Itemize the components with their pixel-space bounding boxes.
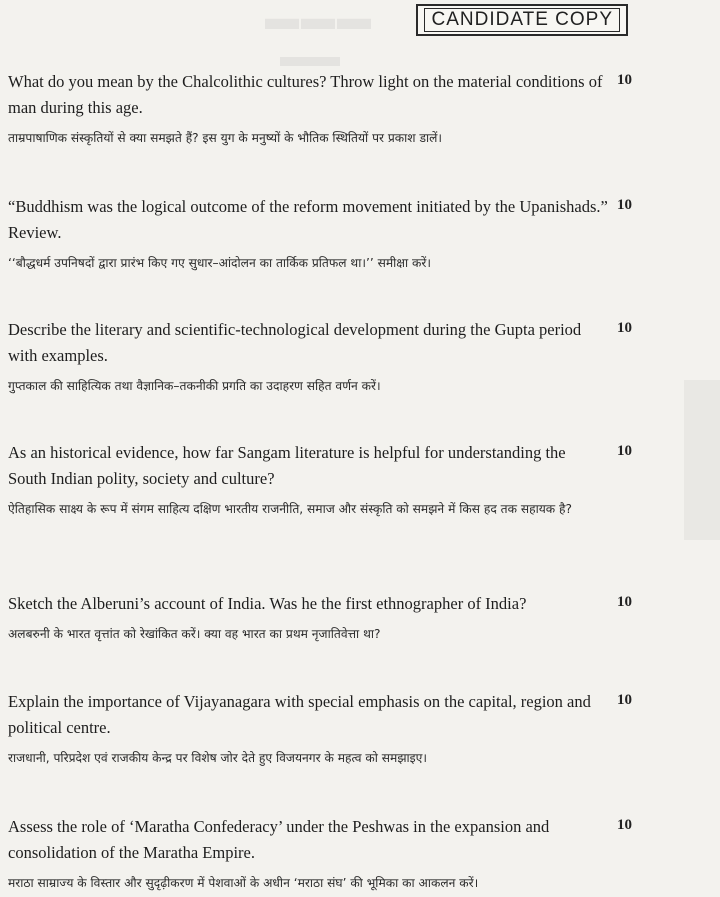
candidate-copy-stamp <box>416 4 628 36</box>
question-3-hindi: गुप्तकाल की साहित्यिक तथा वैज्ञानिक–तकनीकी प्रगति का उदाहरण सहित वर्णन करें। <box>8 379 381 393</box>
question-6-marks: 10 <box>617 692 632 708</box>
question-7-english: Assess the role of ‘Maratha Confederacy’ under the Peshwas in the expansion and consolidation of the Maratha Empire. <box>8 817 550 862</box>
question-5-hindi: अलबरुनी के भारत वृत्तांत को रेखांकित करें। क्या वह भारत का प्रथम नृजातिवेत्ता था? <box>8 627 381 641</box>
question-7-marks: 10 <box>617 817 632 833</box>
question-2-english: “Buddhism was the logical outcome of the reform movement initiated by the Upanishads.” Review. <box>8 197 608 242</box>
question-2-marks: 10 <box>617 197 632 213</box>
question-4-english: As an historical evidence, how far Sangam literature is helpful for understanding the South Indian polity, society and culture? <box>8 443 566 488</box>
question-7 <box>8 814 608 894</box>
question-7-hindi: मराठा साम्राज्य के विस्तार और सुदृढ़ीकरण में पेशवाओं के अधीन ‘मराठा संघ’ की भूमिका का आकलन करें। <box>8 876 479 890</box>
show-through-text: ▬▬ <box>280 40 340 73</box>
question-2-hindi: ‘‘बौद्धधर्म उपनिषदों द्वारा प्रारंभ किए गए सुधार–आंदोलन का तार्किक प्रतिफल था।’’ समीक्षा करें। <box>8 256 432 270</box>
question-5-english: Sketch the Alberuni’s account of India. Was he the first ethnographer of India? <box>8 594 527 613</box>
question-6-hindi: राजधानी, परिप्रदेश एवं राजकीय केन्द्र पर विशेष जोर देते हुए विजयनगर के महत्व को समझाइए। <box>8 751 428 765</box>
question-3 <box>8 317 608 397</box>
question-6-english: Explain the importance of Vijayanagara with special emphasis on the capital, region and political centre. <box>8 692 591 737</box>
show-through-text: ▬▬▬ <box>265 0 373 37</box>
question-4 <box>8 440 608 520</box>
question-4-hindi: ऐतिहासिक साक्ष्य के रूप में संगम साहित्य दक्षिण भारतीय राजनीति, समाज और संस्कृति को समझने में किस हद तक सहायक है? <box>8 502 572 516</box>
stamp-label: CANDIDATE COPY <box>424 8 620 32</box>
question-3-marks: 10 <box>617 320 632 336</box>
question-2 <box>8 194 608 274</box>
question-4-marks: 10 <box>617 443 632 459</box>
question-6 <box>8 689 608 769</box>
margin-shadow <box>684 380 720 540</box>
question-1-marks: 10 <box>617 72 632 88</box>
question-1-hindi: ताम्रपाषाणिक संस्कृतियों से क्या समझते हैं? इस युग के मनुष्यों के भौतिक स्थितियों पर प्रकाश डालें। <box>8 131 443 145</box>
question-5 <box>8 591 608 645</box>
question-1 <box>8 69 608 149</box>
question-3-english: Describe the literary and scientific-technological development during the Gupta period with examples. <box>8 320 582 365</box>
question-1-english: What do you mean by the Chalcolithic cultures? Throw light on the material conditions of man during this age. <box>8 72 603 117</box>
question-5-marks: 10 <box>617 594 632 610</box>
